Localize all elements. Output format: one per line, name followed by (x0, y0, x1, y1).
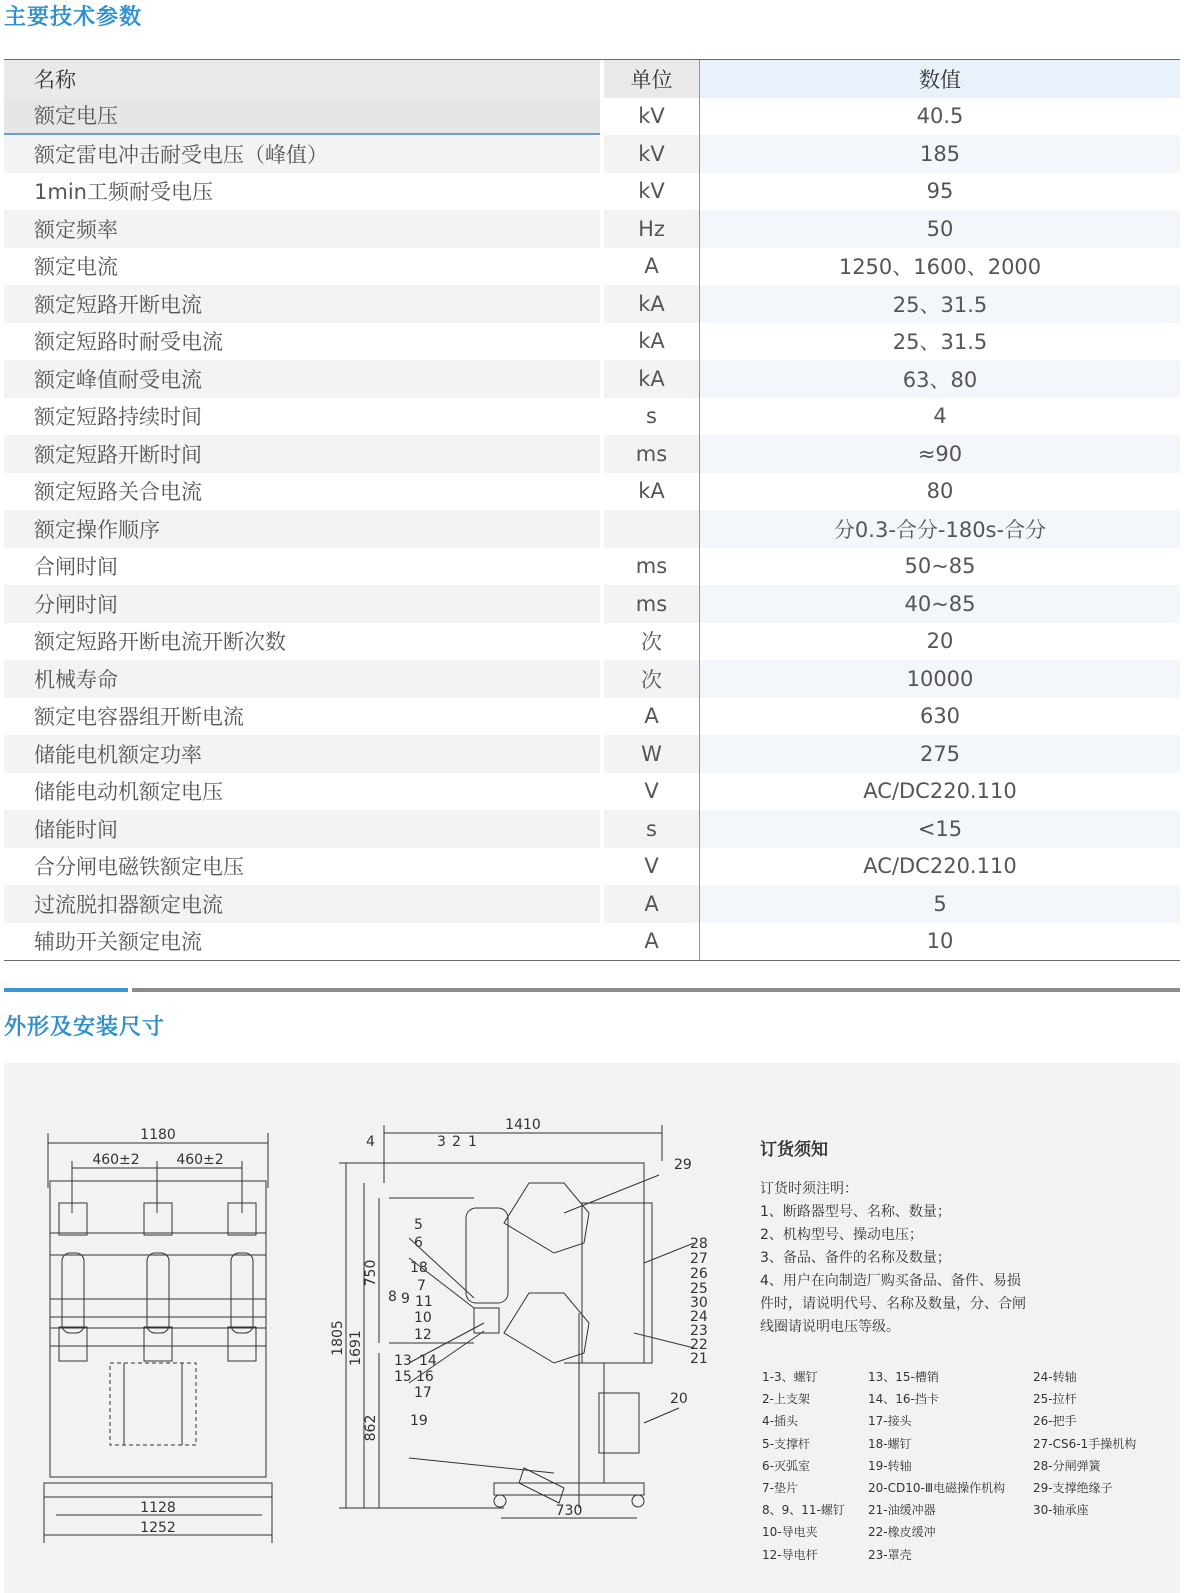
table-row (4, 848, 1180, 886)
cell-value: <15 (699, 810, 1180, 848)
dimension-label: 30 (690, 1295, 708, 1311)
divider-rule (132, 988, 1180, 992)
legend-item: 23-罩壳 (868, 1547, 912, 1562)
cell-name: 辅助开关额定电流 (34, 930, 202, 955)
cell-unit: A (644, 254, 659, 279)
table-row (4, 923, 1180, 961)
cell-name: 额定短路开断电流开断次数 (34, 630, 286, 655)
cell-value: 185 (699, 135, 1180, 173)
cell-value: 40.5 (699, 98, 1180, 136)
dimension-label: 29 (674, 1157, 692, 1173)
cell-name: 额定频率 (4, 210, 600, 248)
cell-value: 275 (699, 735, 1180, 773)
cell-unit: kA (604, 360, 699, 398)
table-row (4, 173, 1180, 211)
dimension-label: 13 (394, 1353, 412, 1369)
cell-name: 额定短路开断时间 (4, 435, 600, 473)
dimension-label: 730 (555, 1503, 583, 1519)
order-line: 3、备品、备件的名称及数量； (760, 1250, 951, 1266)
dimension-label: 28 (690, 1236, 708, 1252)
table-row (4, 773, 1180, 811)
dimension-label: 1 (468, 1134, 477, 1150)
cell-unit: A (644, 929, 659, 954)
order-lines (760, 1178, 1160, 1339)
table-row (4, 810, 1180, 848)
header-value: 数值 (699, 60, 1180, 98)
parts-legend (762, 1366, 1172, 1581)
cell-value: 50 (699, 210, 1180, 248)
dimension-label: 460±2 (176, 1152, 224, 1168)
dimension-label: 750 (363, 1259, 379, 1287)
dimension-label: 12 (414, 1327, 432, 1343)
dimension-label: 24 (690, 1309, 708, 1325)
table-row (4, 585, 1180, 623)
legend-item: 4-插头 (762, 1414, 798, 1429)
legend-item: 30-轴承座 (1033, 1503, 1089, 1518)
cell-unit: A (604, 885, 699, 923)
section-title-dimensions: 外形及安装尺寸 (4, 1015, 166, 1040)
cell-name: 额定电容器组开断电流 (34, 705, 244, 730)
cell-name: 储能电动机额定电压 (34, 780, 223, 805)
cell-unit (604, 510, 699, 548)
cell-unit: W (604, 735, 699, 773)
dimension-label: 862 (363, 1414, 379, 1442)
cell-unit: ms (604, 435, 699, 473)
dimension-label: 25 (690, 1281, 708, 1297)
section-title-parameters: 主要技术参数 (4, 5, 143, 30)
dimension-label: 460±2 (92, 1152, 140, 1168)
dimension-label: 2 (452, 1134, 461, 1150)
dimension-label: 21 (690, 1351, 708, 1367)
table-row (4, 285, 1180, 323)
table-row (4, 210, 1180, 248)
table-row (4, 698, 1180, 736)
legend-item: 14、16-挡卡 (868, 1392, 939, 1407)
legend-item: 7-垫片 (762, 1481, 798, 1496)
legend-item: 25-拉杆 (1033, 1392, 1077, 1407)
drawing-labels (92, 1117, 708, 1536)
cell-unit: s (604, 810, 699, 848)
cell-unit: ms (604, 585, 699, 623)
interrupter-chamber (466, 1208, 508, 1303)
legend-item: 13、15-槽销 (868, 1370, 939, 1384)
dimension-label: 6 (414, 1235, 423, 1251)
table-body (4, 98, 1180, 961)
cell-value: 80 (699, 473, 1180, 511)
legend-item: 6-灭弧室 (762, 1458, 810, 1473)
dimension-label: 1252 (140, 1520, 176, 1536)
cell-unit: V (644, 854, 659, 879)
dimension-label: 9 (401, 1291, 410, 1307)
order-line: 订货时须注明： (760, 1181, 858, 1197)
dimension-label: 7 (417, 1278, 426, 1294)
table-row (4, 248, 1180, 286)
dimension-label: 4 (366, 1134, 375, 1150)
cell-name: 额定电流 (34, 255, 118, 280)
table-row (4, 885, 1180, 923)
legend-item: 27-CS6-1手操机构 (1033, 1436, 1137, 1451)
cell-value: 10 (699, 923, 1180, 961)
legend-item: 8、9、11-螺钉 (762, 1503, 845, 1518)
legend-item: 10-导电夹 (762, 1525, 818, 1540)
cell-value: 20 (699, 623, 1180, 661)
cell-name: 过流脱扣器额定电流 (4, 885, 600, 923)
cell-value: 630 (699, 698, 1180, 736)
legend-column-1 (762, 1366, 845, 1566)
cell-unit: kV (638, 104, 665, 129)
legend-item: 2-上支架 (762, 1392, 810, 1407)
cell-unit: 次 (641, 630, 662, 655)
cell-value: AC/DC220.110 (699, 773, 1180, 811)
dimension-label: 15 (394, 1369, 412, 1385)
cell-name: 额定峰值耐受电流 (4, 360, 600, 398)
cell-name: 分闸时间 (4, 585, 600, 623)
cell-unit: ms (635, 554, 668, 579)
legend-item: 24-转轴 (1033, 1370, 1077, 1384)
parameters-table (4, 59, 1180, 961)
table-row (4, 398, 1180, 436)
legend-item: 12-导电杆 (762, 1547, 818, 1562)
table-row (4, 98, 1180, 136)
table-row (4, 435, 1180, 473)
table-row (4, 135, 1180, 173)
cell-value: 50~85 (699, 548, 1180, 586)
table-row (4, 660, 1180, 698)
cell-unit: Hz (604, 210, 699, 248)
header-unit: 单位 (604, 60, 699, 98)
cell-value: 分0.3-合分-180s-合分 (699, 510, 1180, 548)
legend-column-2 (868, 1366, 1005, 1566)
cell-name: 额定短路开断电流 (4, 285, 600, 323)
cell-value: 1250、1600、2000 (699, 248, 1180, 286)
cell-unit: 次 (604, 660, 699, 698)
legend-item: 5-支撑杆 (762, 1436, 810, 1451)
table-row (4, 510, 1180, 548)
cell-name: 额定短路时耐受电流 (34, 330, 223, 355)
order-line: 4、用户在向制造厂购买备品、备件、易损 (760, 1273, 1021, 1289)
cell-name: 额定操作顺序 (4, 510, 600, 548)
order-title: 订货须知 (760, 1140, 828, 1160)
cell-value: ≈90 (699, 435, 1180, 473)
cell-value: AC/DC220.110 (699, 848, 1180, 886)
dimension-label: 23 (690, 1323, 708, 1339)
cell-value: 25、31.5 (699, 323, 1180, 361)
order-line: 1、断路器型号、名称、数量； (760, 1204, 951, 1220)
cell-unit: A (644, 704, 659, 729)
dimension-label: 17 (414, 1385, 432, 1401)
table-row (4, 473, 1180, 511)
cell-unit: V (644, 779, 659, 804)
order-line: 2、机构型号、操动电压； (760, 1227, 923, 1243)
dimension-label: 10 (414, 1310, 432, 1326)
cell-unit: kA (604, 285, 699, 323)
cell-value: 10000 (699, 660, 1180, 698)
cell-unit: kA (638, 329, 665, 354)
order-line: 件时，请说明代号、名称及数量，分、合闸 (760, 1296, 1026, 1312)
cell-value: 95 (699, 173, 1180, 211)
table-row (4, 735, 1180, 773)
legend-item: 17-接头 (868, 1414, 912, 1429)
cell-name: 储能电机额定功率 (4, 735, 600, 773)
cell-name: 1min工频耐受电压 (34, 180, 213, 205)
dimension-label: 5 (414, 1217, 423, 1233)
cell-name: 额定电压 (4, 98, 600, 136)
legend-item: 29-支撑绝缘子 (1033, 1481, 1113, 1496)
legend-item: 19-转轴 (868, 1458, 912, 1473)
dimension-label: 1805 (330, 1320, 346, 1356)
dimension-label: 20 (670, 1391, 688, 1407)
cell-value: 4 (699, 398, 1180, 436)
dimension-label: 1691 (348, 1330, 364, 1366)
cell-value: 25、31.5 (699, 285, 1180, 323)
legend-item: 18-螺钉 (868, 1436, 912, 1451)
cell-name: 合闸时间 (34, 555, 118, 580)
cell-name: 额定短路持续时间 (34, 405, 202, 430)
cell-name: 机械寿命 (4, 660, 600, 698)
cell-name: 合分闸电磁铁额定电压 (34, 855, 244, 880)
table-row (4, 548, 1180, 586)
legend-item: 21-油缓冲器 (868, 1503, 936, 1518)
table-row (4, 623, 1180, 661)
cell-value: 5 (699, 885, 1180, 923)
dimension-label: 26 (690, 1266, 708, 1282)
dimension-label: 1180 (140, 1127, 176, 1143)
dimension-label: 8 (388, 1289, 397, 1305)
dimension-label: 11 (415, 1294, 433, 1310)
table-row (4, 323, 1180, 361)
legend-item: 1-3、螺钉 (762, 1370, 818, 1384)
cell-unit: kV (638, 179, 665, 204)
dimension-label: 19 (410, 1413, 428, 1429)
order-line: 线圈请说明电压等级。 (760, 1319, 900, 1335)
legend-item: 28-分闸弹簧 (1033, 1458, 1101, 1473)
cell-unit: kA (638, 479, 665, 504)
cell-unit: s (646, 404, 657, 429)
legend-item: 22-橡皮缓冲 (868, 1525, 936, 1540)
dimension-label: 27 (690, 1251, 708, 1267)
dimension-label: 1410 (505, 1117, 541, 1133)
dimension-label: 14 (419, 1353, 437, 1369)
table-row (4, 360, 1180, 398)
cell-value: 63、80 (699, 360, 1180, 398)
dimension-label: 16 (416, 1369, 434, 1385)
legend-item: 20-CD10-Ⅲ电磁操作机构 (868, 1481, 1006, 1496)
legend-column-3 (1033, 1366, 1136, 1521)
legend-item: 26-把手 (1033, 1414, 1077, 1429)
cell-name: 额定短路关合电流 (34, 480, 202, 505)
cell-name: 额定雷电冲击耐受电压（峰值） (4, 135, 600, 173)
header-name: 名称 (4, 60, 600, 98)
cell-name: 储能时间 (4, 810, 600, 848)
cell-value: 40~85 (699, 585, 1180, 623)
order-notice (760, 1135, 1160, 1339)
dimension-label: 22 (690, 1337, 708, 1353)
divider-accent (4, 988, 128, 992)
dimension-label: 18 (410, 1260, 428, 1276)
cell-unit: kV (604, 135, 699, 173)
table-header-row (4, 60, 1180, 98)
dimension-label: 1128 (140, 1500, 176, 1516)
dimension-label: 3 (437, 1134, 446, 1150)
